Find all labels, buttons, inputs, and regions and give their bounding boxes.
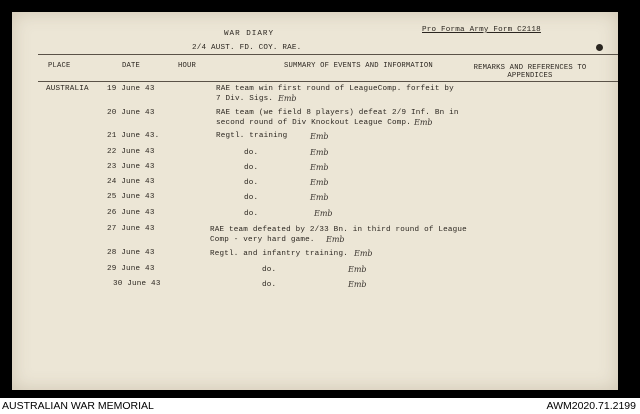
handwritten-initials: Emb <box>314 209 333 218</box>
col-date-header: DATE <box>122 62 141 70</box>
entry-text-line: second round of Div Knockout League Comp. <box>216 119 412 127</box>
handwritten-initials: Emb <box>310 163 329 172</box>
entry-date: 19 June 43 <box>107 85 155 93</box>
handwritten-initials: Emb <box>310 132 329 141</box>
entry-text-line: RAE team win first round of LeagueComp. forfeit by <box>216 85 454 93</box>
entry-text-line: RAE team (we field 8 players) defeat 2/9 Inf. Bn in <box>216 109 459 117</box>
entry-text-line: do. <box>244 179 259 187</box>
handwritten-initials: Emb <box>348 280 367 289</box>
entry-date: 29 June 43 <box>107 265 155 273</box>
entry-text-line: 7 Div. Sigs. <box>216 95 274 103</box>
footer-accession-number: AWM2020.71.2199 <box>546 400 636 412</box>
entry-text-line: do. <box>262 281 277 289</box>
diary-title: WAR DIARY <box>224 30 275 38</box>
col-remarks-header: REMARKS AND REFERENCES TO APPENDICES <box>473 64 587 80</box>
entry-date: 21 June 43. <box>107 132 160 140</box>
entry-text-line: do. <box>262 266 277 274</box>
handwritten-initials: Emb <box>278 94 297 103</box>
handwritten-initials: Emb <box>354 249 373 258</box>
col-summary-header: SUMMARY OF EVENTS AND INFORMATION <box>284 62 433 70</box>
punch-hole <box>596 44 603 51</box>
form-title: Pro Forma Army Form C2118 <box>422 26 541 34</box>
header-top-rule <box>38 54 618 55</box>
place-value: AUSTRALIA <box>46 85 89 93</box>
entry-text-line: Comp - very hard game. <box>210 236 315 244</box>
unit-name: 2/4 AUST. FD. COY. RAE. <box>192 44 302 52</box>
handwritten-initials: Emb <box>326 235 345 244</box>
handwritten-initials: Emb <box>310 178 329 187</box>
entry-text-line: do. <box>244 149 259 157</box>
header-bottom-rule <box>38 81 618 82</box>
footer-institution: AUSTRALIAN WAR MEMORIAL <box>2 400 154 412</box>
entry-date: 24 June 43 <box>107 178 155 186</box>
entry-date: 26 June 43 <box>107 209 155 217</box>
col-hour-header: HOUR <box>178 62 197 70</box>
entry-text-line: do. <box>244 194 259 202</box>
entry-date: 23 June 43 <box>107 163 155 171</box>
handwritten-initials: Emb <box>310 148 329 157</box>
entry-date: 30 June 43 <box>113 280 161 288</box>
handwritten-initials: Emb <box>414 118 433 127</box>
entry-date: 28 June 43 <box>107 249 155 257</box>
entry-text-line: RAE team defeated by 2/33 Bn. in third round of League <box>210 226 467 234</box>
entry-date: 27 June 43 <box>107 225 155 233</box>
entry-date: 22 June 43 <box>107 148 155 156</box>
handwritten-initials: Emb <box>348 265 367 274</box>
entry-text-line: Regtl. and infantry training. <box>210 250 348 258</box>
war-diary-page <box>12 12 618 390</box>
entry-date: 20 June 43 <box>107 109 155 117</box>
entry-text-line: do. <box>244 210 259 218</box>
entry-text-line: do. <box>244 164 259 172</box>
col-place-header: PLACE <box>48 62 71 70</box>
entry-text-line: Regtl. training <box>216 132 288 140</box>
handwritten-initials: Emb <box>310 193 329 202</box>
entry-date: 25 June 43 <box>107 193 155 201</box>
